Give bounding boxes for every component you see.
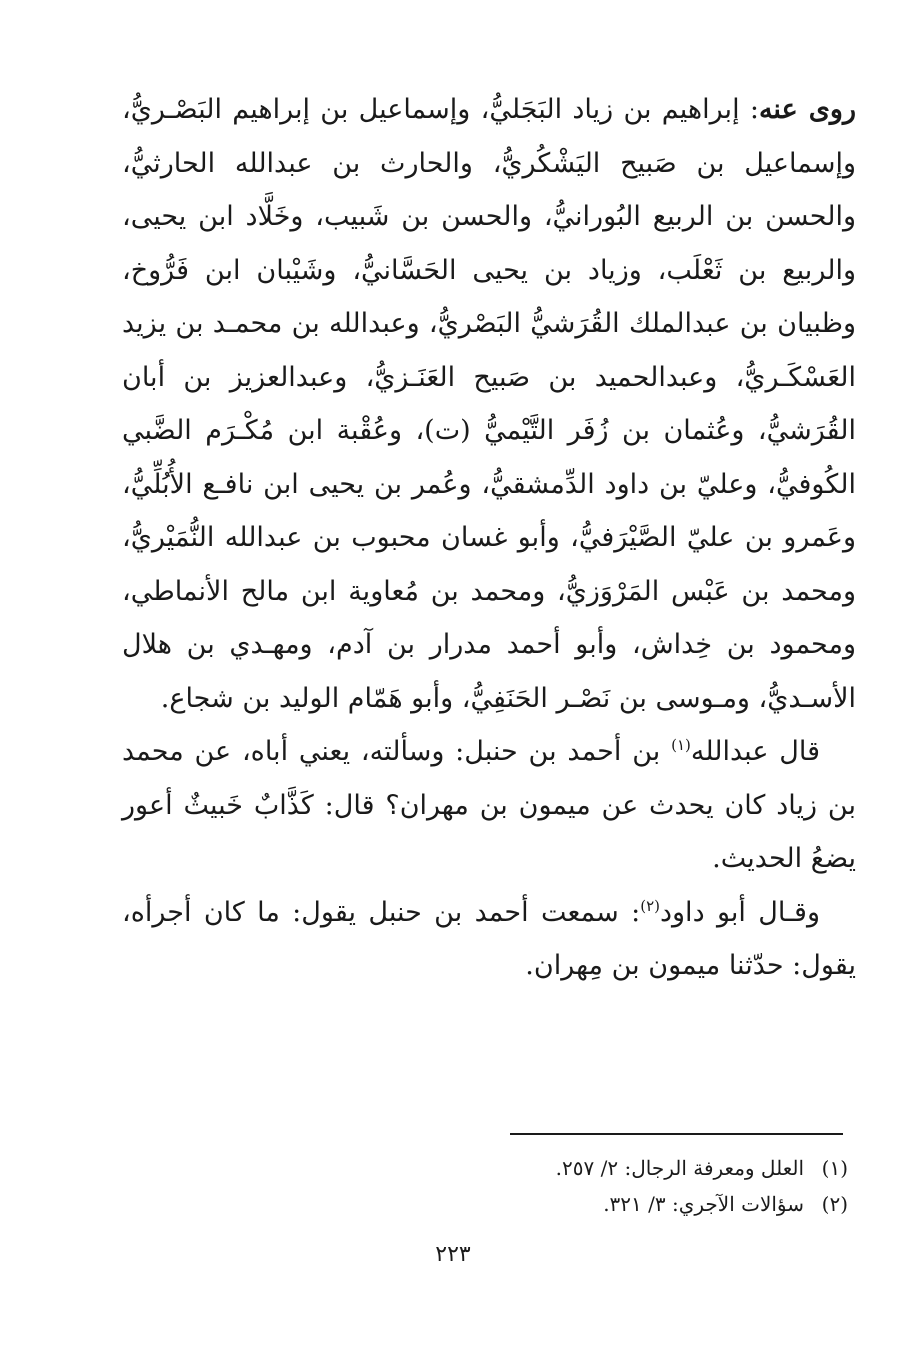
narrators-list: : إبراهيم بن زياد البَجَليُّ، وإسماعيل بن إبراهيم البَصْـريُّ، وإسماعيل بن صَبيح اليَشْكُريُّ، والحارث بن عبدالله الحارثيُّ، والحسن بن الربيع البُورانيُّ، والحسن بن شَبيب، وخَلَّاد ابن يحيى، والربيع بن ثَعْلَب، وزياد بن يحيى الحَسَّانيُّ، وشَيْبان ابن فَرُّوخ، وظبيان بن عبدالملك القُرَشيُّ البَصْريُّ، وعبدالله بن محمـد بن يزيد العَسْكَـريُّ، وعبدالحميد بن صَبيح العَنَـزيُّ، وعبدالعزيز بن أبان القُرَشيُّ، وعُثمان بن زُفَر التَّيْميُّ (ت)، وعُقْبة ابن مُكْـرَم الضَّبي الكُوفيُّ، وعليّ بن داود الدِّمشقيُّ، وعُمر بن يحيى ابن نافـع الأُبُلِّيُّ، وعَمرو بن عليّ الصَّيْرَفيُّ، وأبو غسان محبوب بن عبدالله النُّمَيْريُّ، ومحمد بن عَبْس المَرْوَزيُّ، ومحمد بن مُعاوية ابن مالح الأنماطي، ومحمود بن خِداش، وأبو أحمد مدرار بن آدم، ومهـدي بن هلال الأسـديُّ، ومـوسى بن نَصْـر الحَنَفِيُّ، وأبو هَمّام الوليد بن شجاع.: [122, 94, 856, 714]
footnote-text: سؤالات الآجري: ٣/ ٣٢١.: [603, 1192, 804, 1216]
footnote-ref-1[interactable]: (١): [671, 736, 691, 754]
abdullah-quote-start: قال عبدالله: [690, 736, 820, 767]
abdullah-quote-paragraph: [122, 725, 856, 886]
narrators-paragraph: [122, 83, 856, 725]
footnote-text: العلل ومعرفة الرجال: ٢/ ٢٥٧.: [555, 1156, 804, 1180]
footnote-1: [300, 1150, 848, 1186]
footnote-2: [300, 1186, 848, 1222]
footnote-marker: (٢): [821, 1192, 848, 1216]
footnote-divider: [510, 1133, 843, 1135]
main-text: [122, 83, 856, 993]
abu-dawud-quote-paragraph: [122, 886, 856, 993]
abdullah-quote-text: بن أحمد بن حنبل: وسألته، يعني أباه، عن محمد بن زياد كان يحدث عن ميمون بن مهران؟ قال: كَذَّابٌ خَبيثٌ أعور يضعُ الحديث.: [122, 736, 856, 874]
footnote-ref-2[interactable]: (٢): [640, 896, 660, 915]
abu-dawud-quote-start: وقـال أبو داود: [660, 896, 820, 928]
footnotes: [300, 1150, 848, 1222]
section-label: روى عنه: [758, 94, 856, 125]
abu-dawud-quote-text: : سمعت أحمد بن حنبل يقول: ما كان أجرأه، يقول: حدّثنا ميمون بن مِهران.: [122, 896, 856, 981]
footnote-marker: (١): [821, 1156, 848, 1180]
page-number: ٢٢٣: [435, 1242, 471, 1267]
